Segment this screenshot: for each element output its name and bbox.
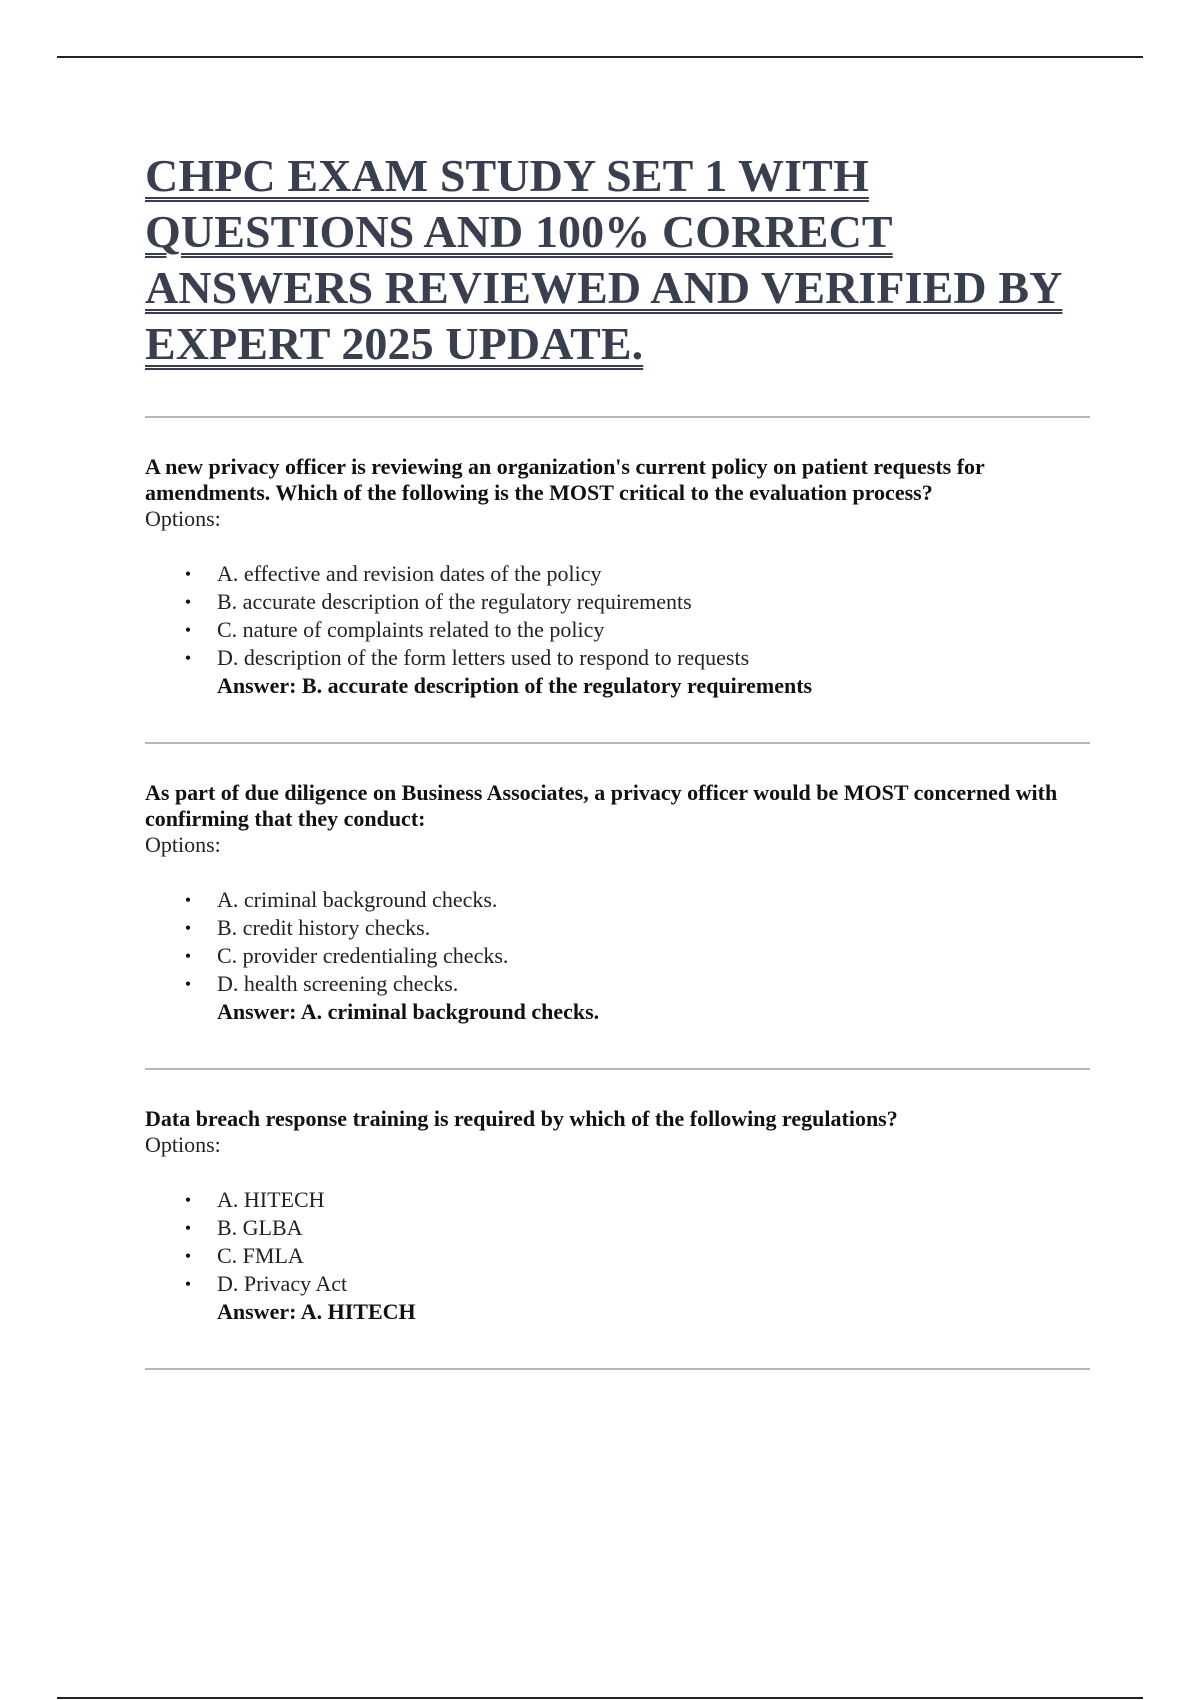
question-text: A new privacy officer is reviewing an organization's current policy on patient requests for amendments. Which of the following is the MOST critical to the evaluation process? [145, 454, 985, 505]
option-text: A. criminal background checks. [217, 887, 498, 912]
option-text: B. credit history checks. [217, 915, 431, 940]
page-bottom-rule [57, 1697, 1143, 1699]
option-text: D. Privacy Act [217, 1271, 348, 1296]
option-item-a [184, 560, 1090, 588]
page-top-rule [57, 56, 1143, 58]
option-text: D. health screening checks. [217, 971, 459, 996]
option-item-b [184, 914, 1090, 942]
option-list [145, 560, 1090, 672]
answer-text: Answer: A. HITECH [217, 1299, 416, 1324]
option-text: B. GLBA [217, 1215, 303, 1240]
question-text: As part of due diligence on Business Associates, a privacy officer would be MOST concerned with confirming that they conduct: [145, 780, 1058, 831]
option-text: D. description of the form letters used to respond to requests [217, 645, 750, 670]
option-item-c [184, 1242, 1090, 1270]
option-item-d [184, 970, 1090, 998]
option-text: A. HITECH [217, 1187, 325, 1212]
options-label: Options: [145, 506, 221, 531]
option-text: B. accurate description of the regulatory requirements [217, 589, 692, 614]
option-item-d [184, 1270, 1090, 1298]
option-list [145, 1186, 1090, 1298]
bullet-icon: • [184, 1246, 192, 1266]
question-block-3 [145, 1070, 1090, 1368]
option-item-c [184, 616, 1090, 644]
bullet-icon: • [184, 1218, 192, 1238]
option-item-a [184, 1186, 1090, 1214]
option-text: C. FMLA [217, 1243, 304, 1268]
option-text: C. provider credentialing checks. [217, 943, 509, 968]
section-divider [145, 1368, 1090, 1370]
bullet-icon: • [184, 946, 192, 966]
bullet-icon: • [184, 592, 192, 612]
question-text: Data breach response training is required by which of the following regulations? [145, 1106, 898, 1131]
bullet-icon: • [184, 620, 192, 640]
bullet-icon: • [184, 1274, 192, 1294]
option-item-b [184, 1214, 1090, 1242]
bullet-icon: • [184, 648, 192, 668]
option-item-d [184, 644, 1090, 672]
options-label: Options: [145, 1132, 221, 1157]
option-item-a [184, 886, 1090, 914]
bullet-icon: • [184, 564, 192, 584]
answer-text: Answer: A. criminal background checks. [217, 999, 600, 1024]
bullet-icon: • [184, 918, 192, 938]
bullet-icon: • [184, 974, 192, 994]
question-block-2 [145, 744, 1090, 1068]
bullet-icon: • [184, 890, 192, 910]
option-text: A. effective and revision dates of the policy [217, 561, 602, 586]
option-list [145, 886, 1090, 998]
option-text: C. nature of complaints related to the policy [217, 617, 605, 642]
bullet-icon: • [184, 1190, 192, 1210]
option-item-c [184, 942, 1090, 970]
document-body [145, 148, 1090, 1370]
options-label: Options: [145, 832, 221, 857]
answer-text: Answer: B. accurate description of the regulatory requirements [217, 673, 813, 698]
question-block-1 [145, 418, 1090, 742]
option-item-b [184, 588, 1090, 616]
document-title: CHPC EXAM STUDY SET 1 WITH QUESTIONS AND 100% CORRECT ANSWERS REVIEWED AND VERIFIED BY EXPERT 2025 UPDATE. [145, 150, 1063, 369]
